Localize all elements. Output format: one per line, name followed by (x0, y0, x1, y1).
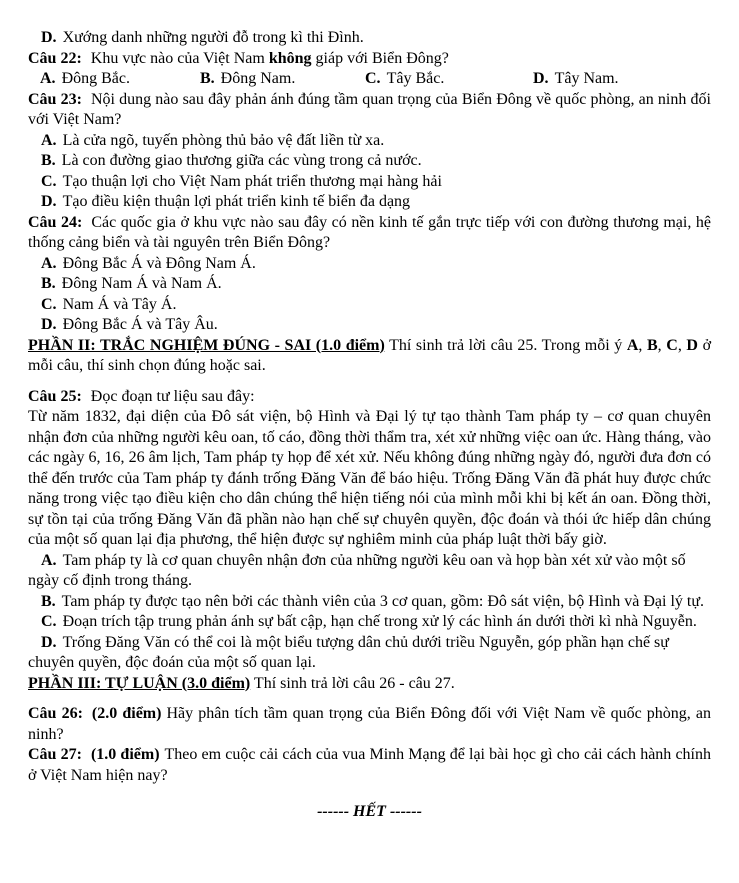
separator: , (638, 336, 647, 354)
option-text: Tam pháp ty là cơ quan chuyên nhận đơn của những người kêu oan và họp bàn xét xử vào một số ngày cố định trong tháng. (28, 551, 686, 589)
option-text: Nam Á và Tây Á. (62, 295, 177, 313)
question-text: Nội dung nào sau đây phản ánh đúng tầm quan trọng của Biển Đông về quốc phòng, an ninh đối với Việt Nam? (28, 90, 711, 128)
option-text: Tây Bắc. (386, 70, 445, 87)
letter-d: D (686, 336, 698, 354)
option-label: D. (41, 633, 57, 651)
answer-option (28, 254, 711, 275)
question-label: Câu 25: (28, 387, 82, 405)
end-marker: ------ HẾT ------ (317, 803, 422, 820)
question-text: Các quốc gia ở khu vực nào sau đây có nền kinh tế gắn trực tiếp với con đường thương mại, hệ thống cảng biển và tài nguyên trên Biển Đông? (28, 213, 712, 251)
answer-option (365, 69, 533, 90)
question-23 (28, 90, 711, 213)
question-text: Hãy phân tích tầm quan trọng của Biển Đông đối với Việt Nam về quốc phòng, an ninh? (28, 705, 712, 743)
question-25-stem (28, 387, 711, 408)
answer-option (28, 633, 711, 674)
question-points: (1.0 điểm) (90, 746, 160, 763)
option-label: D. (41, 29, 57, 46)
option-text: Tạo điều kiện thuận lợi phát triển kinh tế biển đa dạng (62, 193, 411, 210)
letter-c: C (666, 336, 678, 354)
option-label: D. (41, 193, 57, 210)
separator: , (677, 336, 687, 354)
option-label: B. (41, 592, 56, 610)
question-label: Câu 26: (28, 705, 83, 722)
option-text: Đông Nam. (220, 70, 296, 87)
option-label: C. (41, 613, 57, 630)
question-22 (28, 49, 711, 90)
answer-option (533, 69, 711, 90)
separator: , (657, 336, 667, 354)
option-text: Xướng danh những người đỗ trong kì thi Đình. (62, 29, 364, 46)
question-22-stem (28, 49, 711, 70)
option-text: Trống Đăng Văn có thể coi là một biểu tượng dân chủ dưới triều Nguyễn, góp phần hạn chế sự chuyên quyền, độc đoán của một số quan lại. (28, 633, 669, 671)
option-label: C. (365, 70, 381, 87)
question-27 (28, 745, 711, 786)
option-label: D. (41, 316, 57, 333)
option-label: B. (200, 70, 215, 87)
answer-option (28, 315, 711, 336)
option-text: Đông Bắc. (61, 70, 130, 87)
part3-instructions: Thí sinh trả lời câu 26 - câu 27. (250, 674, 455, 692)
answer-option (28, 295, 711, 316)
option-label: A. (41, 551, 57, 569)
option-text: Đông Bắc Á và Đông Nam Á. (62, 254, 256, 272)
answer-option (40, 69, 200, 90)
question-22-options-row (28, 69, 711, 90)
option-label: A. (41, 254, 57, 272)
part3-heading: PHẦN III: TỰ LUẬN (3.0 điểm) (28, 674, 251, 692)
answer-option (28, 592, 711, 613)
option-text: Tạo thuận lợi cho Việt Nam phát triển thương mại hàng hải (62, 172, 442, 190)
question-text-bold: không (268, 49, 312, 67)
question-label: Câu 24: (28, 213, 83, 231)
answer-option (28, 151, 711, 172)
option-label: A. (41, 131, 57, 149)
question-label: Câu 22: (28, 49, 82, 67)
option-text: Đoạn trích tập trung phản ánh sự bất cập, hạn chế trong xử lý các hình án dưới thời kì nhà Nguyễn. (62, 613, 697, 630)
answer-option (28, 172, 711, 193)
option-text: Là cửa ngõ, tuyến phòng thủ bảo vệ đất liền từ xa. (62, 131, 385, 149)
question-text: Theo em cuộc cải cách của vua Minh Mạng để lại bài học gì cho cải cách hành chính ở Việt Nam hiện nay? (28, 746, 712, 784)
answer-option (28, 131, 711, 152)
question-text: Đọc đoạn tư liệu sau đây: (90, 387, 255, 405)
part2-section (28, 336, 711, 377)
answer-option (28, 551, 711, 592)
question-23-stem (28, 90, 711, 131)
question-25 (28, 387, 711, 674)
option-text: Là con đường giao thương giữa các vùng trong cả nước. (61, 152, 422, 169)
part2-instructions-end: ở mỗi câu, thí sinh chọn đúng hoặc sai. (28, 336, 712, 374)
question-label: Câu 27: (28, 746, 82, 763)
letter-a: A (626, 336, 639, 354)
option-label: C. (41, 172, 57, 190)
option-label: D. (533, 70, 549, 87)
question-label: Câu 23: (28, 90, 82, 108)
answer-option (200, 69, 365, 90)
option-label: B. (41, 275, 56, 292)
option-text: Đông Nam Á và Nam Á. (61, 275, 222, 292)
part2-instructions: Thí sinh trả lời câu 25. Trong mỗi ý (384, 336, 627, 354)
option-text: Tây Nam. (554, 70, 619, 87)
question-21-remnant-option (28, 28, 711, 49)
question-25-passage: Từ năm 1832, đại diện của Đô sát viện, bộ Hình và Đại lý tự tạo thành Tam pháp ty – cơ quan chuyên nhận đơn của những người kêu oan, tố cáo, đồng thời thẩm tra, xét xử những việc oan ức. Hàng tháng, vào các ngày 6, 16, 26 âm lịch, Tam pháp ty họp để xét xử. Nếu không đúng những ngày đó, người đưa đơn có thể đến trước của Tam pháp ty đánh trống Đăng Văn để báo hiệu. Trống Đăng Văn đã phát huy được chức năng trong việc tạo điều kiện cho dân chúng thể hiện tiếng nói của mình mỗi khi bị kết án oan. Đồng thời, sự tồn tại của trống Đăng Văn đã phần nào hạn chế sự chuyên quyền, độc đoán và thói ức hiếp dân chúng của một số quan lại địa phương, thể hiện được sự nghiêm minh của pháp luật thời bấy giờ. (28, 408, 711, 548)
answer-option (28, 612, 711, 633)
question-24-stem (28, 213, 711, 254)
option-label: C. (41, 295, 57, 313)
option-text: Đông Bắc Á và Tây Âu. (62, 316, 218, 333)
question-text: giáp với Biển Đông? (311, 49, 449, 67)
answer-option (28, 192, 711, 213)
part3-section (28, 674, 711, 695)
question-text: Khu vực nào của Việt Nam (90, 49, 269, 67)
letter-b: B (647, 336, 658, 354)
question-points: (2.0 điểm) (91, 705, 162, 722)
question-26 (28, 704, 711, 745)
option-text: Tam pháp ty được tạo nên bởi các thành viên của 3 cơ quan, gồm: Đô sát viện, bộ Hình và Đại lý tự. (61, 592, 705, 610)
option-label: A. (40, 70, 56, 87)
part2-heading: PHẦN II: TRẮC NGHIỆM ĐÚNG - SAI (1.0 điểm) (28, 336, 385, 354)
option-label: B. (41, 152, 56, 169)
answer-option (28, 274, 711, 295)
question-24 (28, 213, 711, 336)
